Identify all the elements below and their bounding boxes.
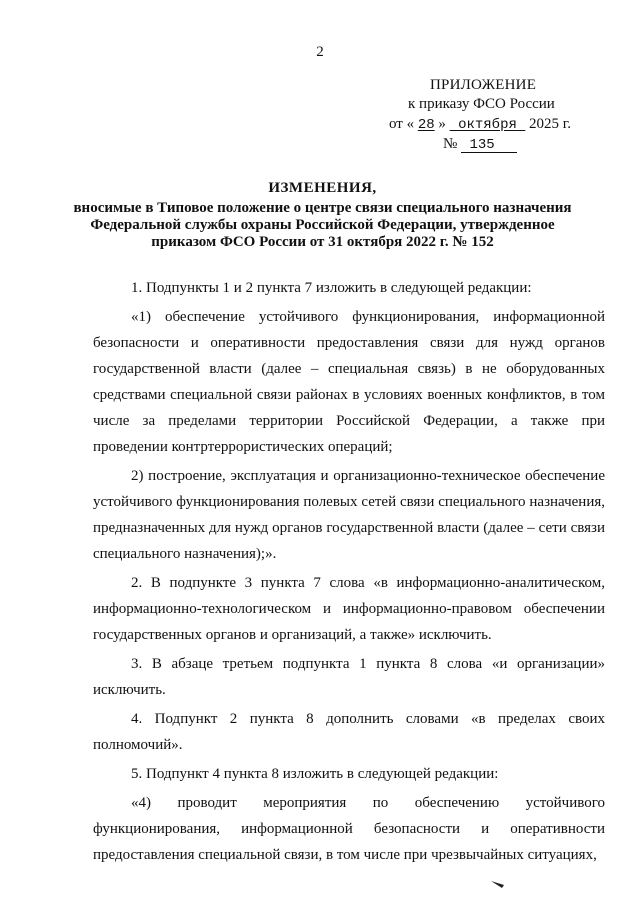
- date-day: 28: [417, 117, 435, 133]
- appendix-order-line: к приказу ФСО России: [408, 96, 555, 112]
- paragraph-7: 5. Подпункт 4 пункта 8 изложить в следующей редакции:: [131, 766, 499, 782]
- appendix-date-line: [389, 115, 571, 135]
- number-value: 135: [461, 138, 517, 153]
- paragraph-5: 3. В абзаце третьем подпункта 1 пункта 8 слова «и организации» исключить.: [93, 656, 605, 698]
- date-prefix: от «: [389, 116, 415, 132]
- appendix-number-line: [443, 135, 517, 154]
- paragraph-6: 4. Подпункт 2 пункта 8 дополнить словами «в пределах своих полномочий».: [93, 711, 605, 753]
- number-prefix: №: [443, 136, 458, 152]
- date-mid: »: [438, 116, 446, 132]
- page-number: 2: [316, 44, 324, 60]
- paragraph-4: 2. В подпункте 3 пункта 7 слова «в информационно-аналитическом, информационно-технологическом и информационно-правовом обеспечении государственных органов и организаций, а также» исключить.: [93, 575, 605, 643]
- scan-mark: [490, 879, 508, 889]
- date-month: октября: [458, 117, 517, 133]
- document-body: [93, 275, 605, 868]
- paragraph-1: 1. Подпункты 1 и 2 пункта 7 изложить в следующей редакции:: [131, 280, 532, 296]
- heading-title: ИЗМЕНЕНИЯ,: [268, 180, 377, 196]
- date-year: 2025 г.: [529, 116, 572, 132]
- paragraph-2: «1) обеспечение устойчивого функционирования, информационной безопасности и оперативности предоставления связи для нужд органов государственной власти (далее – специальная связь) в не оборудованных средствами специальной связи районах в условиях военных конфликтов, в том числе за пределами территории Российской Федерации, а также при проведении контртеррористических операций;: [93, 309, 605, 455]
- document-heading: [70, 178, 575, 251]
- paragraph-3: 2) построение, эксплуатация и организационно-техническое обеспечение устойчивого функционирования полевых сетей связи специального назначения, предназначенных для нужд органов государственной власти (далее – сети связи специального назначения);».: [93, 468, 605, 562]
- heading-subtitle: вносимые в Типовое положение о центре связи специального назначения Федеральной службы охраны Российской Федерации, утвержденное приказом ФСО России от 31 октября 2022 г. № 152: [73, 200, 572, 250]
- paragraph-8: «4) проводит мероприятия по обеспечению устойчивого функционирования, информационной безопасности и оперативности предоставления специальной связи, в том числе при чрезвычайных ситуациях,: [93, 795, 605, 863]
- appendix-title: ПРИЛОЖЕНИЕ: [430, 77, 537, 93]
